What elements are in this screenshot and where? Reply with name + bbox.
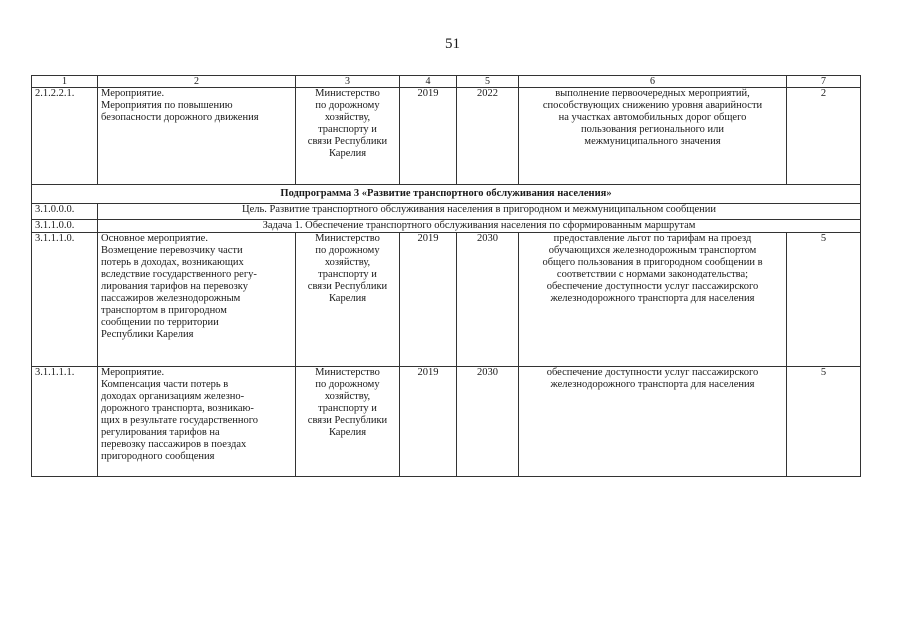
header-row bbox=[32, 76, 861, 88]
goal-code: 3.1.0.0.0. bbox=[32, 204, 98, 220]
row-indicator: 5 bbox=[787, 367, 861, 477]
row-indicator: 5 bbox=[787, 233, 861, 367]
header-col-2: 2 bbox=[98, 76, 296, 88]
row-code: 3.1.1.1.1. bbox=[32, 367, 98, 477]
task-text: Задача 1. Обеспечение транспортного обслуживания населения по сформированным маршрутам bbox=[98, 220, 861, 233]
row-result: обеспечение доступности услуг пассажирского железнодорожного транспорта для населения bbox=[519, 367, 787, 477]
header-col-5: 5 bbox=[457, 76, 519, 88]
task-row bbox=[32, 220, 861, 233]
row-end-year: 2030 bbox=[457, 233, 519, 367]
header-col-4: 4 bbox=[400, 76, 457, 88]
row-name: Мероприятие. Мероприятия по повышению безопасности дорожного движения bbox=[98, 88, 296, 185]
table-row bbox=[32, 367, 861, 477]
row-executor: Министерство по дорожному хозяйству, транспорту и связи Республики Карелия bbox=[296, 88, 400, 185]
page-number: 51 bbox=[445, 36, 460, 52]
row-start-year: 2019 bbox=[400, 367, 457, 477]
row-start-year: 2019 bbox=[400, 233, 457, 367]
subprogram-row bbox=[32, 185, 861, 204]
row-name: Основное мероприятие. Возмещение перевозчику части потерь в доходах, возникающих вследствие государственного регу- лирования тарифов на перевозку пассажиров железнодорожным транспортом в пригородном сообщении по территории Республики Карелия bbox=[98, 233, 296, 367]
row-start-year: 2019 bbox=[400, 88, 457, 185]
row-executor: Министерство по дорожному хозяйству, транспорту и связи Республики Карелия bbox=[296, 233, 400, 367]
row-result: выполнение первоочередных мероприятий, способствующих снижению уровня аварийности на участках автомобильных дорог общего пользования регионального или межмуниципального значения bbox=[519, 88, 787, 185]
table-row bbox=[32, 233, 861, 367]
table-row bbox=[32, 88, 861, 185]
row-code: 3.1.1.1.0. bbox=[32, 233, 98, 367]
row-code: 2.1.2.2.1. bbox=[32, 88, 98, 185]
row-executor: Министерство по дорожному хозяйству, транспорту и связи Республики Карелия bbox=[296, 367, 400, 477]
subprogram-title: Подпрограмма 3 «Развитие транспортного обслуживания населения» bbox=[32, 185, 861, 204]
goal-text: Цель. Развитие транспортного обслуживания населения в пригородном и межмуниципальном сообщении bbox=[98, 204, 861, 220]
header-col-1: 1 bbox=[32, 76, 98, 88]
row-indicator: 2 bbox=[787, 88, 861, 185]
row-end-year: 2022 bbox=[457, 88, 519, 185]
header-col-7: 7 bbox=[787, 76, 861, 88]
header-col-3: 3 bbox=[296, 76, 400, 88]
task-code: 3.1.1.0.0. bbox=[32, 220, 98, 233]
row-result: предоставление льгот по тарифам на проезд обучающихся железнодорожным транспортом общего пользования в пригородном сообщении в соответствии с нормами законодательства; обеспечение доступности услуг пассажирского железнодорожного транспорта для населения bbox=[519, 233, 787, 367]
header-col-6: 6 bbox=[519, 76, 787, 88]
row-end-year: 2030 bbox=[457, 367, 519, 477]
program-table bbox=[31, 75, 861, 477]
goal-row bbox=[32, 204, 861, 220]
row-name: Мероприятие. Компенсация части потерь в доходах организациям железно- дорожного транспорта, возникаю- щих в результате государственного регулирования тарифов на перевозку пассажиров в поездах пригородного сообщения bbox=[98, 367, 296, 477]
